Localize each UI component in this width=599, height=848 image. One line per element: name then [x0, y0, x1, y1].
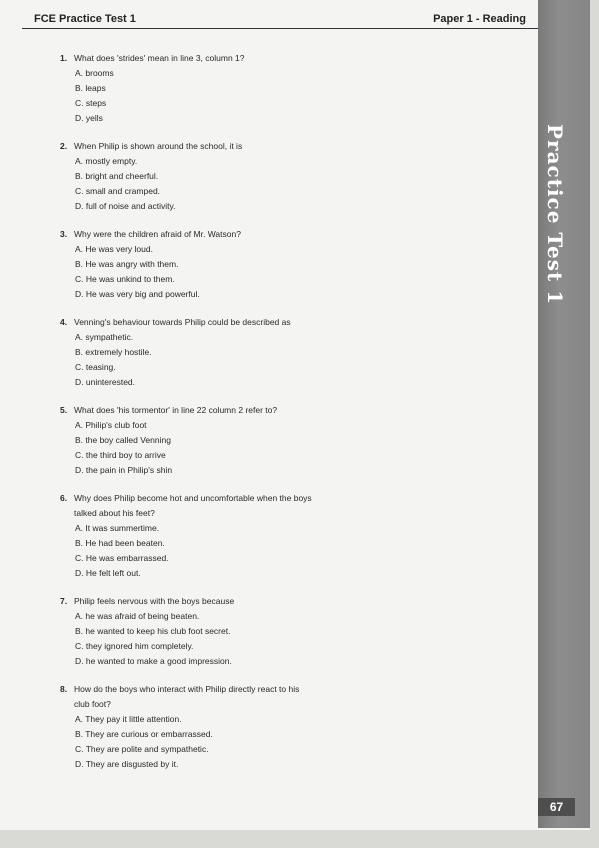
answer-option: A. mostly empty. [75, 156, 138, 166]
answer-option: B. bright and cheerful. [75, 171, 159, 181]
side-tab [538, 0, 590, 828]
answer-option: C. they ignored him completely. [75, 641, 194, 651]
question-stem: When Philip is shown around the school, it is [74, 141, 243, 151]
question [60, 491, 530, 581]
answer-option: A. brooms [75, 68, 114, 78]
answer-option: C. He was embarrassed. [75, 553, 169, 563]
question-stem: Venning's behaviour towards Philip could be described as [74, 317, 291, 327]
answer-option: D. the pain in Philip's shin [75, 465, 173, 475]
side-tab-label: Practice Test 1 [543, 124, 567, 306]
question-stem: How do the boys who interact with Philip directly react to his club foot? [74, 684, 300, 709]
answer-option: B. extremely hostile. [75, 347, 152, 357]
question-number: 5. [60, 405, 68, 415]
answer-option: A. It was summertime. [75, 523, 160, 533]
question-number: 8. [60, 684, 68, 694]
answer-option: A. He was very loud. [75, 244, 153, 254]
answer-option: B. the boy called Venning [75, 435, 171, 445]
answer-option: B. They are curious or embarrassed. [75, 729, 213, 739]
question [60, 315, 530, 390]
question-number: 7. [60, 596, 68, 606]
answer-option: C. They are polite and sympathetic. [75, 744, 209, 754]
question [60, 51, 530, 126]
answer-option: C. small and cramped. [75, 186, 161, 196]
answer-option: C. the third boy to arrive [75, 450, 166, 460]
answer-option: B. He had been beaten. [75, 538, 165, 548]
question-number: 4. [60, 317, 68, 327]
answer-option: C. He was unkind to them. [75, 274, 175, 284]
answer-option: B. He was angry with them. [75, 259, 179, 269]
answer-option: A. Philip's club foot [75, 420, 147, 430]
question-stem: What does 'strides' mean in line 3, column 1? [74, 53, 245, 63]
answer-option: D. He felt left out. [75, 568, 141, 578]
answer-option: A. sympathetic. [75, 332, 134, 342]
answer-option: D. uninterested. [75, 377, 136, 387]
answer-option: D. he wanted to make a good impression. [75, 656, 232, 666]
question-number: 2. [60, 141, 68, 151]
question [60, 227, 530, 302]
question-stem: Why were the children afraid of Mr. Watson? [74, 229, 241, 239]
paper-title: Paper 1 - Reading [433, 13, 526, 25]
question-stem: What does 'his tormentor' in line 22 column 2 refer to? [74, 405, 278, 415]
answer-option: C. teasing. [75, 362, 116, 372]
question-list [60, 51, 530, 772]
answer-option: A. They pay it little attention. [75, 714, 182, 724]
question [60, 682, 530, 772]
answer-option: B. he wanted to keep his club foot secret. [75, 626, 231, 636]
answer-option: D. yells [75, 113, 103, 123]
question-stem: Why does Philip become hot and uncomfortable when the boys talked about his feet? [74, 493, 312, 518]
page-number: 67 [538, 798, 575, 816]
answer-option: A. he was afraid of being beaten. [75, 611, 200, 621]
answer-option: D. full of noise and activity. [75, 201, 176, 211]
question-number: 6. [60, 493, 68, 503]
question-stem: Philip feels nervous with the boys because [74, 596, 235, 606]
answer-option: D. He was very big and powerful. [75, 289, 200, 299]
answer-option: C. steps [75, 98, 107, 108]
page-header [22, 10, 538, 29]
question [60, 594, 530, 669]
question-number: 3. [60, 229, 68, 239]
answer-option: D. They are disgusted by it. [75, 759, 179, 769]
answer-option: B. leaps [75, 83, 106, 93]
question [60, 403, 530, 478]
question [60, 139, 530, 214]
test-title: FCE Practice Test 1 [34, 13, 136, 25]
question-number: 1. [60, 53, 68, 63]
